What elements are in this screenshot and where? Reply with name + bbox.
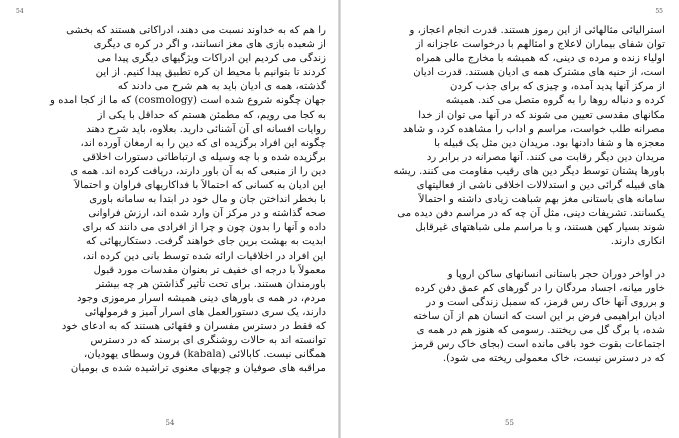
text-line: کردند تا بتوانیم با محیط ان کره تطبیق پیدا کنیم. از این bbox=[95, 67, 326, 79]
text-line: توانسته اند به حالات روشنگری ای برسند که در دسترس bbox=[90, 335, 326, 347]
text-line: گذشته، همه ی ادیان باید به هم شرح می دادند که bbox=[117, 81, 326, 93]
right-page-header-number: 55 bbox=[655, 8, 663, 15]
right-page-paragraph-2 bbox=[354, 268, 665, 367]
text-line: مکانهای مقدسی تعیین می شوند که در آنها می توان از خدا bbox=[418, 109, 665, 121]
text-line: برگزیده شده و با چه وسیله ی ارتباطاتی دستورات اخلاقی bbox=[82, 151, 326, 163]
text-line: با بخطر انداختن جان و مال خود در ابتدا به سامانه باوری bbox=[89, 194, 326, 206]
text-line: شوند بسیار کهن هستند، و با مراسم ملی شباهتهای غیرقابل bbox=[415, 222, 665, 234]
text-line: استرالیائی مثالهائی از این رموز هستند. قدرت انجام اعجاز، و bbox=[409, 25, 665, 36]
text-line: زندگی می کردیم این ادراکات ویژگیهای دیگری پیدا می bbox=[97, 53, 326, 65]
text-line: کرده و دنباله روها را به گروه متصل می کند. همیشه bbox=[445, 95, 665, 107]
text-line: های قبیله گرائی دین و استدلالات اخلاقی ناشی از فعالیتهای bbox=[416, 180, 665, 192]
text-line: ادیان ابراهیمی فرض بر این است که انسان هم از آن ساخته bbox=[413, 310, 665, 322]
text-line: دین را از منبعی که به آن باور دارند، دریافت کرده اند. همه ی bbox=[70, 165, 326, 177]
text-line: دارند، یک سری دستورالعمل های اسرار آمیز و فرمولهائی bbox=[84, 306, 326, 318]
text-line: است، از حنیه های مشترک همه ی ادیان هستند. قدرت ادیان bbox=[413, 67, 665, 79]
text-line: را هم که به خداوند نسبت می دهند، ادراکاتی هستند که بخشی bbox=[66, 25, 326, 36]
text-line: مصرانه طلب خواست، مراسم و اداب را مشاهده کرد، و شاهد bbox=[402, 123, 665, 135]
text-line: چگونه این افراد برگزیده ای که دین را به ارمغان آورده اند، bbox=[80, 137, 326, 149]
text-line: اولیاء زنده و مرده ی دینی، که همیشه با مخارج مالی همراه bbox=[416, 53, 665, 65]
text-line: جهان چگونه شروع شده است (cosmology) که ما از کجا امده و bbox=[50, 95, 326, 107]
text-line: همگانی نیست. کابالائی (kabala) قرون وسطای یهودیان، bbox=[84, 349, 326, 361]
paragraph-gap bbox=[354, 250, 665, 268]
text-line: این ادیان به کسانی که احتمالاً با فداکاریهای فراوان و احتمالاً bbox=[74, 180, 326, 192]
text-line: به کجا می رویم، که مطمئن هستم که حداقل با یکی از bbox=[97, 109, 326, 121]
text-line: از مرکز آنها پدید آمده، و چیزی که برای جذب کردن bbox=[450, 81, 665, 93]
text-line: باورمندان هستند. برای تحت تأثیر گذاشتن هر چه بیشتر bbox=[95, 278, 326, 290]
right-page-footer-number: 55 bbox=[505, 419, 514, 427]
text-line: این افراد در اخلاقیات ارائه شده توسط بانی دین کرده اند، bbox=[82, 250, 326, 262]
left-page-header-number: 54 bbox=[16, 8, 24, 15]
text-line: ابدیت به بهشت برین جای خواهند گرفت. دستکاریهائی که bbox=[86, 236, 326, 248]
text-line: اجتماعات بقوت خود باقی مانده است (بجای خاک رس قرمز bbox=[412, 338, 665, 350]
right-page-paragraph-1 bbox=[354, 24, 665, 250]
right-page-body bbox=[354, 24, 665, 366]
text-line: توان شفای بیماران لاعلاج و امثالهم با درخواست عاجزانه از bbox=[415, 39, 665, 51]
text-line: مردم، در همه ی باورهای دینی همیشه اسرار مرموزی وجود bbox=[76, 292, 326, 304]
text-line: یکسانند. تشریفات دینی، مثل آن چه که در مراسم دفن دیده می bbox=[397, 208, 665, 220]
right-page bbox=[340, 0, 679, 438]
text-line: صحه گذاشته و در مرکز آن وارد شده اند، ارزش فراوانی bbox=[88, 208, 326, 220]
text-line: انکاری دارند. bbox=[610, 236, 665, 248]
left-page-body bbox=[14, 24, 326, 376]
text-line: خاور میانه، اجساد مردگان را در گورهای کم عمق دفن کرده bbox=[414, 282, 665, 294]
text-line: که در دسترس نیست، خاک معمولی ریخته می شود). bbox=[442, 353, 665, 365]
text-line: معجزه ها و شفا دادنها بود. مریدان دین مثل یک قبیله با bbox=[434, 137, 665, 149]
text-line: باورها پشتان توسط دیگر دین های رقیب مقاومت می کنند. ریشه bbox=[393, 165, 665, 177]
text-line: معمولاً با درجه ای خفیف تر بعنوان مقدسات مورد قبول bbox=[93, 264, 326, 276]
text-line: روایات افسانه ای آن آشنائی دارید. بعلاوه، باید شرح دهند bbox=[86, 123, 326, 135]
left-page-footer-number: 54 bbox=[165, 419, 175, 427]
text-line: از شعبده بازی های مغز انسانند، و اگر در کره ی دیگری bbox=[93, 39, 326, 51]
text-line: مراقبه های صوفیان و چوبهای معنوی تراشیده شده ی بومیان bbox=[70, 363, 326, 375]
text-line: سامانه های باستانی مغز بهم شباهت زیادی داشته و احتمالاً bbox=[418, 194, 665, 206]
text-line: در اواخر دوران حجر باستانی انسانهای ساکن اروپا و bbox=[447, 268, 665, 280]
text-line: مریدان دین دیگر رقابت می کنند. آنها مصرانه در برابر رد bbox=[426, 151, 665, 163]
text-line: شده، یا برگ گل می ریختند. رسومی که هنوز هم در همه ی bbox=[416, 324, 665, 336]
text-line: و برروی آنها خاک رس قرمز، که سمبل زندگی است و در bbox=[426, 296, 665, 308]
text-line: که فقط در دسترس مفسران و فقهائی هستند که به ادعای خود bbox=[61, 320, 326, 332]
text-line: داده و آنها را بدون چون و چرا از افرادی می دانند که برای bbox=[82, 222, 326, 234]
